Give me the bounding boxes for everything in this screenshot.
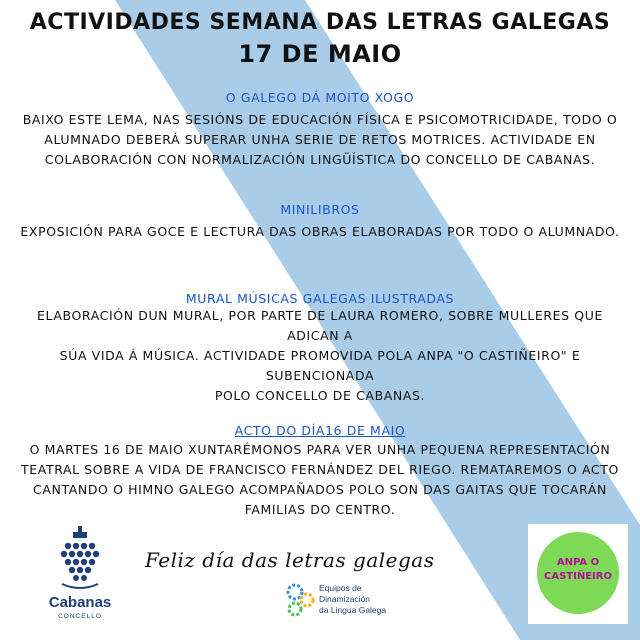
page-title: ACTIVIDADES SEMANA DAS LETRAS GALEGAS [29,10,611,35]
section-body-acto [20,440,620,520]
section-title-acto: ACTO DO DÍA16 DE MAIO [234,423,406,438]
edlg-line: da Lingua Galega [319,605,387,615]
section-body-mural [20,306,620,406]
anpa-label [537,556,619,584]
section-line: POLO CONCELLO DE CABANAS. [214,388,426,403]
section-line: SÚA VIDA Á MÚSICA. ACTIVIDADE PROMOVIDA POLA ANPA "O CASTIÑEIRO" E SUBENCIONADA [59,348,581,383]
section-line: O MARTES 16 DE MAIO XUNTARÉMONOS PARA VER UNHA PEQUENA REPRESENTACIÓN [29,442,611,457]
edlg-text [319,583,386,616]
section-title-minilibros: MINILIBROS [280,202,360,217]
section-line: CANTANDO O HIMNO GALEGO ACOMPAÑADOS POLO SON DAS GAITAS QUE TOCARÁN [33,482,607,497]
section-line: ALUMNADO DEBERÁ SUPERAR UNHA SERIE DE RETOS MOTRICES. ACTIVIDADE EN [44,132,596,147]
logo-left-name: Cabanas [48,594,112,611]
section-title-xogo: O GALEGO DÁ MOITO XOGO [225,90,415,105]
page-date: 17 DE MAIO [238,40,402,68]
edlg-logo [283,580,423,620]
section-line: EXPOSICIÓN PARA GOCE E LECTURA DAS OBRAS ELABORADAS POR TODO O ALUMNADO. [20,224,620,239]
logo-left-sub: CONCELLO [58,613,102,620]
anpa-line: ANPA O [556,557,600,568]
anpa-logo [528,524,628,624]
section-title-mural: MURAL MÚSICAS GALEGAS ILUSTRADAS [185,291,455,306]
signature-text: Feliz día das letras galegas [145,548,435,572]
cabanas-logo [26,522,134,626]
section-line: TEATRAL SOBRE A VIDA DE FRANCISCO FERNÁNDEZ DEL RIEGO. REMATAREMOS O ACTO [21,462,619,477]
section-body-minilibros [20,222,620,242]
section-line: COLABORACIÓN CON NORMALIZACIÓN LINGÜÍSTICA DO CONCELLO DE CABANAS. [44,152,596,167]
council-seal-icon [26,524,134,594]
section-line: ELABORACIÓN DUN MURAL, POR PARTE DE LAURA ROMERO, SOBRE MULLERES QUE ADICAN A [37,308,603,343]
section-line: BAIXO ESTE LEMA, NAS SESIÓNS DE EDUCACIÓN FÍSICA E PSICOMOTRICIDADE, TODO O [22,112,618,127]
gears-icon [283,582,317,618]
edlg-line: Equipos de [319,583,362,593]
section-line: FAMILIAS DO CENTRO. [244,502,396,517]
edlg-line: Dinamización [319,594,371,604]
anpa-line: CASTIÑEIRO [544,571,612,582]
section-body-xogo [20,110,620,170]
